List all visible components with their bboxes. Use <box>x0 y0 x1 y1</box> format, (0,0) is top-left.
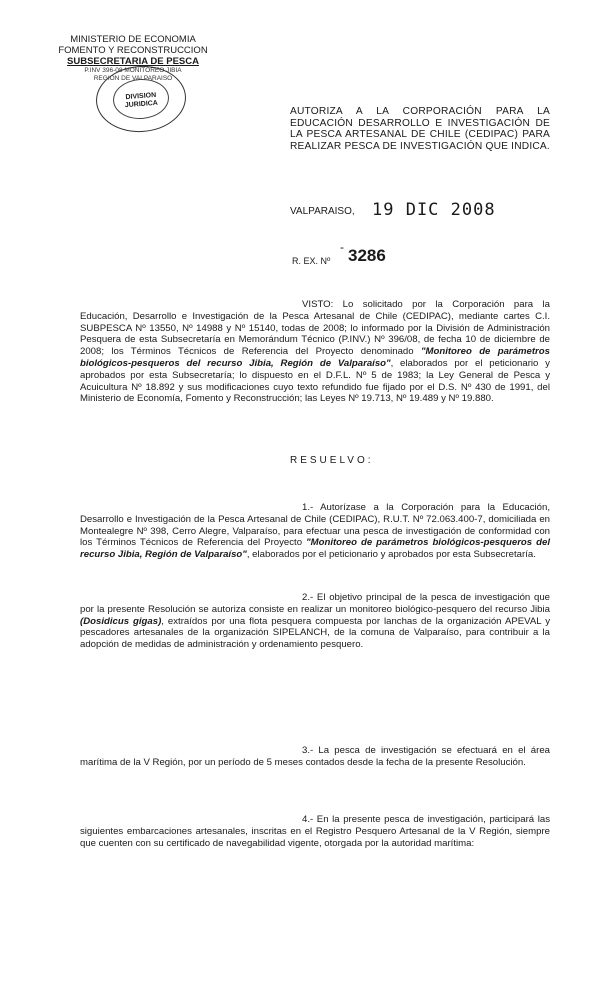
article-2-text-2: , extraídos por una flota pesquera compuesta por lanchas de la organización APEVAL y pescadores artesanales de la organización SIPELANCH, de la comuna de Valparaíso, para contribuir a la adopción de medidas de administración y ordenamiento pesquero. <box>80 615 550 651</box>
place-label: VALPARAISO, <box>290 206 355 217</box>
header-reference: P.INV 396-08 MONITOREO JIBIA <box>84 67 182 74</box>
resolution-number: 3286 <box>348 246 386 265</box>
visto-lead: VISTO: <box>302 299 334 310</box>
seal-text-line1: DIVISION <box>125 91 157 102</box>
header-region: REGION DE VALPARAISO <box>93 75 173 82</box>
resolution-summary: AUTORIZA A LA CORPORACIÓN PARA LA EDUCACIÓN DESARROLLO E INVESTIGACIÓN DE LA PESCA ARTESANAL DE CHILE (CEDIPAC) PARA REALIZAR PESCA DE INVESTIGACIÓN QUE INDICA. <box>290 106 550 152</box>
article-3-text: 3.- La pesca de investigación se efectuará en el área marítima de la V Región, por un período de 5 meses contados desde la fecha de la presente Resolución. <box>80 745 550 768</box>
resuelvo-heading: RESUELVO: <box>290 455 374 466</box>
article-3 <box>80 745 550 769</box>
article-2-species: (Dosidicus gigas) <box>80 615 162 627</box>
article-1-text-2: , elaborados por el peticionario y aprobados por esta Subsecretaría. <box>246 549 536 561</box>
visto-text-2: , elaborados por el peticionario y aprobados por esta Subsecretaría; lo dispuesto en el D.F.L. Nº 5 de 1983; la Ley General de Pesca y Acuicultura Nº 18.892 y sus modificaciones cuyo texto refundido fue fijado por el D.S. Nº 430 de 1991, del Ministerio de Economía, Fomento y Reconstrucción; las Leyes Nº 19.713, Nº 19.489 y Nº 19.880. <box>80 357 550 405</box>
article-4-text: 4.- En la presente pesca de investigación, participará las siguientes embarcaciones artesanales, inscritas en el Registro Pesquero Artesanal de la V Región, siempre que cuenten con su certificado de navegabilidad vigente, otorgada por la autoridad marítima: <box>80 814 550 849</box>
article-1 <box>80 502 550 561</box>
header-ministry-branch: FOMENTO Y RECONSTRUCCION <box>58 45 208 56</box>
seal-text <box>97 90 186 112</box>
article-1-project-title: "Monitoreo de parámetros biológicos-pesqueros del recurso Jibia, Región de Valparaíso" <box>80 537 550 561</box>
header-ministry: MINISTERIO DE ECONOMIA <box>70 34 196 45</box>
visto-text-1: Lo solicitado por la Corporación para la Educación, Desarrollo e Investigación de la Pesca Artesanal de Chile (CEDIPAC), mediante cartes C.I. SUBPESCA Nº 13550, Nº 14988 y Nº 15140, todas de 2008; lo informado por la División de Administración Pesquera de esta Subsecretaría en Memorándum Técnico (P.INV.) Nº 396/08, de fecha 10 de diciembre de 2008; los Términos Técnicos de Referencia del Proyecto denominado <box>80 299 550 358</box>
resolution-dash: - <box>340 240 344 254</box>
date-stamp: 19 DIC 2008 <box>372 200 496 220</box>
article-2 <box>80 592 550 651</box>
resolution-label: R. EX. Nº <box>292 256 331 266</box>
article-1-text-1: 1.- Autorízase a la Corporación para la Educación, Desarrollo e Investigación de la Pesca Artesanal de Chile (CEDIPAC), R.U.T. Nº 72.063.400-7, domiciliada en Montealegre Nº 398, Cerro Alegre, Valparaíso, para efectuar una pesca de investigación de conformidad con los Términos Técnicos de Referencia del Proyecto <box>80 502 550 549</box>
visto-project-title: "Monitoreo de parámetros biológicos-pesqueros del recurso Jibia, Región de Valparaíso" <box>80 346 550 369</box>
seal-text-line2: JURIDICA <box>124 99 159 110</box>
visto-paragraph <box>80 299 550 405</box>
article-2-text-1: 2.- El objetivo principal de la pesca de investigación que por la presente Resolución se autoriza consiste en realizar un monitoreo biológico-pesquero del recurso Jibia <box>80 592 550 615</box>
header-subsecretaria: SUBSECRETARIA DE PESCA <box>67 56 199 67</box>
article-4 <box>80 814 550 849</box>
